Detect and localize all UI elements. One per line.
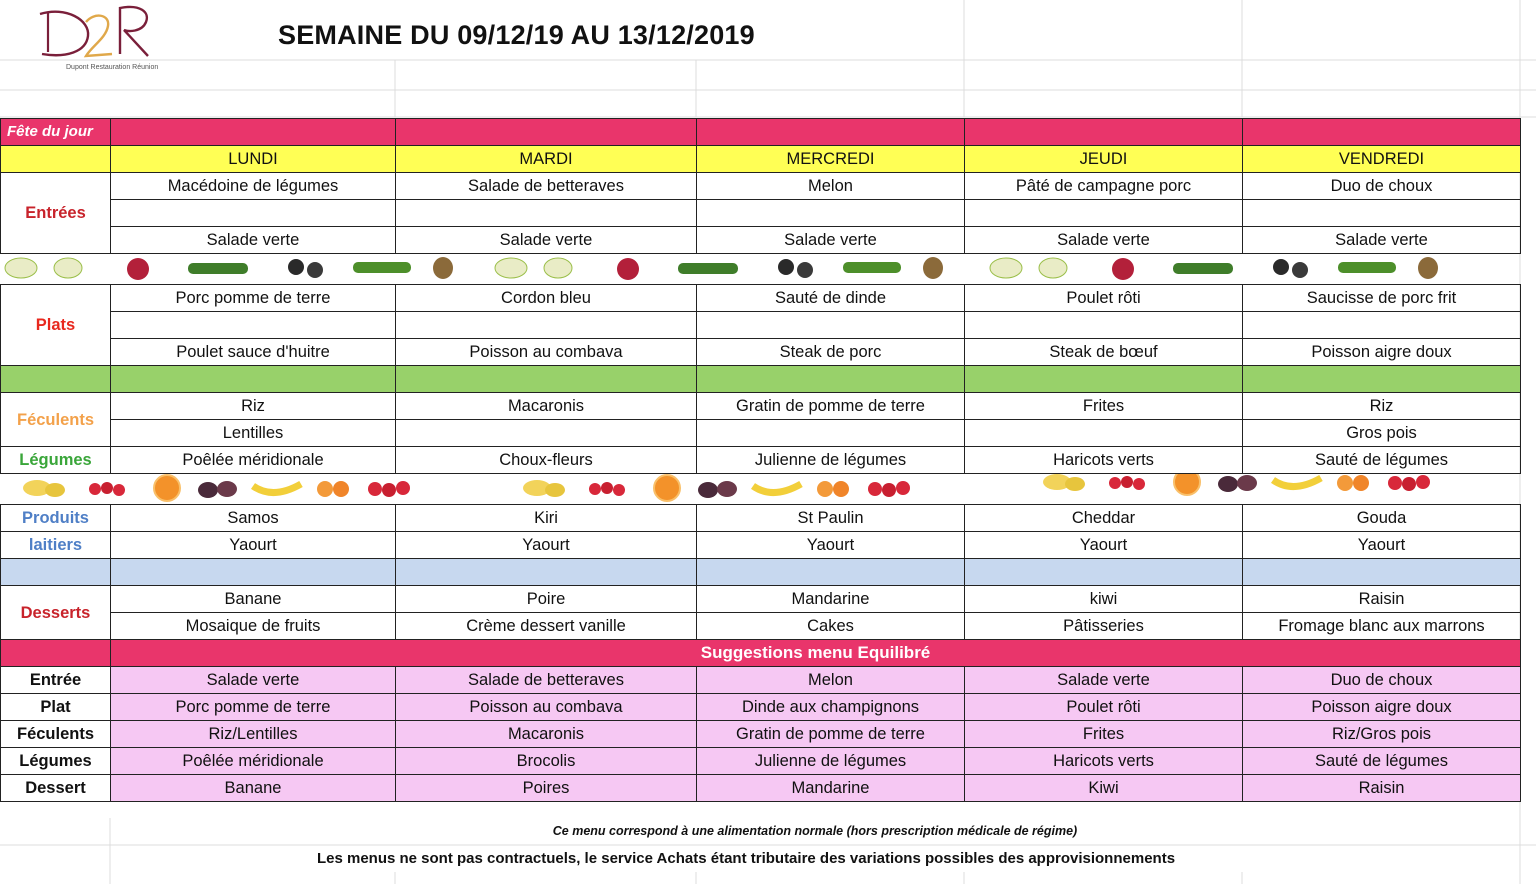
- menu-cell: Yaourt: [697, 532, 965, 559]
- menu-cell: Lentilles: [111, 420, 396, 447]
- menu-cell: [965, 200, 1243, 227]
- suggestion-cell: Sauté de légumes: [1243, 748, 1521, 775]
- suggestion-cell: Poisson au combava: [396, 694, 697, 721]
- suggestion-cell: Gratin de pomme de terre: [697, 721, 965, 748]
- fete-label: Fête du jour: [1, 119, 111, 146]
- fruits-strip: [3, 474, 1519, 504]
- band-cell: [1, 559, 111, 586]
- fete-cell: [697, 119, 965, 146]
- entrees-row: [1, 227, 1521, 254]
- menu-cell: Sauté de dinde: [697, 285, 965, 312]
- blue-band-row: [1, 559, 1521, 586]
- suggestion-cell: Banane: [111, 775, 396, 802]
- suggestion-cell: Salade de betteraves: [396, 667, 697, 694]
- suggestion-label: Légumes: [1, 748, 111, 775]
- menu-cell: Salade verte: [396, 227, 697, 254]
- suggestion-cell: Raisin: [1243, 775, 1521, 802]
- menu-cell: Choux-fleurs: [396, 447, 697, 474]
- corner-cell: [1, 146, 111, 173]
- category-legumes: Légumes: [1, 447, 111, 474]
- day-header: JEUDI: [965, 146, 1243, 173]
- menu-cell: [396, 420, 697, 447]
- menu-cell: [697, 200, 965, 227]
- suggestion-cell: Mandarine: [697, 775, 965, 802]
- suggestion-cell: Frites: [965, 721, 1243, 748]
- vegetables-image: [1, 254, 1521, 285]
- fete-cell: [111, 119, 396, 146]
- plats-row: [1, 285, 1521, 312]
- suggestion-label: Dessert: [1, 775, 111, 802]
- menu-cell: [111, 312, 396, 339]
- suggestion-cell: Duo de choux: [1243, 667, 1521, 694]
- suggestion-label: Entrée: [1, 667, 111, 694]
- menu-cell: Poulet rôti: [965, 285, 1243, 312]
- menu-cell: [111, 200, 396, 227]
- menu-cell: Sauté de légumes: [1243, 447, 1521, 474]
- menu-cell: Mosaique de fruits: [111, 613, 396, 640]
- menu-cell: [396, 312, 697, 339]
- menu-cell: Poisson au combava: [396, 339, 697, 366]
- laitiers-row: [1, 505, 1521, 532]
- feculents-row: [1, 393, 1521, 420]
- suggestion-cell: Salade verte: [111, 667, 396, 694]
- menu-cell: Poêlée méridionale: [111, 447, 396, 474]
- vegetables-strip: [3, 254, 1519, 284]
- fete-cell: [396, 119, 697, 146]
- desserts-row: [1, 613, 1521, 640]
- laitiers-row: [1, 532, 1521, 559]
- category-desserts: Desserts: [1, 586, 111, 640]
- menu-cell: Macaronis: [396, 393, 697, 420]
- plats-row: [1, 312, 1521, 339]
- menu-cell: Haricots verts: [965, 447, 1243, 474]
- fete-du-jour-row: [1, 119, 1521, 146]
- menu-cell: [697, 420, 965, 447]
- menu-cell: [1243, 312, 1521, 339]
- day-header: MERCREDI: [697, 146, 965, 173]
- menu-cell: Yaourt: [1243, 532, 1521, 559]
- suggestion-cell: Riz/Lentilles: [111, 721, 396, 748]
- suggestion-cell: Macaronis: [396, 721, 697, 748]
- menu-cell: Poisson aigre doux: [1243, 339, 1521, 366]
- day-header: VENDREDI: [1243, 146, 1521, 173]
- suggestion-label: Féculents: [1, 721, 111, 748]
- fruits-image-row: [1, 474, 1521, 505]
- suggestions-title: Suggestions menu Equilibré: [111, 640, 1521, 667]
- menu-cell: Crème dessert vanille: [396, 613, 697, 640]
- menu-cell: [965, 420, 1243, 447]
- menu-cell: Mandarine: [697, 586, 965, 613]
- menu-cell: Kiri: [396, 505, 697, 532]
- menu-cell: Pâtisseries: [965, 613, 1243, 640]
- suggestion-row: [1, 721, 1521, 748]
- day-header: MARDI: [396, 146, 697, 173]
- disclaimer: Les menus ne sont pas contractuels, le service Achats étant tributaire des variations possibles des approvisionnements: [316, 850, 1176, 867]
- menu-cell: Riz: [1243, 393, 1521, 420]
- band-cell: [1243, 366, 1521, 393]
- menu-cell: Salade verte: [1243, 227, 1521, 254]
- menu-cell: Cordon bleu: [396, 285, 697, 312]
- band-cell: [965, 559, 1243, 586]
- suggestion-cell: Haricots verts: [965, 748, 1243, 775]
- menu-cell: Yaourt: [396, 532, 697, 559]
- band-cell: [965, 366, 1243, 393]
- legumes-row: [1, 447, 1521, 474]
- menu-cell: Fromage blanc aux marrons: [1243, 613, 1521, 640]
- menu-cell: Macédoine de légumes: [111, 173, 396, 200]
- menu-cell: Duo de choux: [1243, 173, 1521, 200]
- menu-cell: Salade verte: [965, 227, 1243, 254]
- band-cell: [1243, 559, 1521, 586]
- menu-cell: Julienne de légumes: [697, 447, 965, 474]
- band-cell: [1, 366, 111, 393]
- menu-cell: Gratin de pomme de terre: [697, 393, 965, 420]
- menu-cell: Salade de betteraves: [396, 173, 697, 200]
- band-cell: [111, 559, 396, 586]
- menu-cell: Yaourt: [111, 532, 396, 559]
- band-cell: [396, 366, 697, 393]
- suggestion-label: Plat: [1, 694, 111, 721]
- menu-cell: Frites: [965, 393, 1243, 420]
- menu-cell: Gouda: [1243, 505, 1521, 532]
- menu-cell: Pâté de campagne porc: [965, 173, 1243, 200]
- menu-cell: [965, 312, 1243, 339]
- menu-cell: Steak de porc: [697, 339, 965, 366]
- green-band-row: [1, 366, 1521, 393]
- suggestion-cell: Porc pomme de terre: [111, 694, 396, 721]
- band-cell: [697, 366, 965, 393]
- menu-cell: Steak de bœuf: [965, 339, 1243, 366]
- suggestion-cell: Salade verte: [965, 667, 1243, 694]
- category-entrees: Entrées: [1, 173, 111, 254]
- suggestion-cell: Riz/Gros pois: [1243, 721, 1521, 748]
- weekly-menu-table: [0, 118, 1521, 802]
- band-cell: [396, 559, 697, 586]
- fruits-image: [1, 474, 1521, 505]
- suggestion-cell: Brocolis: [396, 748, 697, 775]
- menu-note: Ce menu correspond à une alimentation normale (hors prescription médicale de régime): [552, 824, 1078, 838]
- category-produits: Produits: [1, 505, 111, 532]
- menu-cell: Poire: [396, 586, 697, 613]
- entrees-row: [1, 173, 1521, 200]
- menu-cell: Salade verte: [111, 227, 396, 254]
- logo-subtitle: Dupont Restauration Réunion: [66, 64, 159, 71]
- menu-cell: Samos: [111, 505, 396, 532]
- suggestion-cell: Melon: [697, 667, 965, 694]
- menu-cell: Salade verte: [697, 227, 965, 254]
- feculents-row: [1, 420, 1521, 447]
- menu-cell: Gros pois: [1243, 420, 1521, 447]
- day-header: LUNDI: [111, 146, 396, 173]
- category-feculents: Féculents: [1, 393, 111, 447]
- menu-cell: [697, 312, 965, 339]
- desserts-row: [1, 586, 1521, 613]
- menu-cell: Poulet sauce d'huitre: [111, 339, 396, 366]
- menu-cell: Yaourt: [965, 532, 1243, 559]
- entrees-row: [1, 200, 1521, 227]
- menu-cell: Cakes: [697, 613, 965, 640]
- menu-cell: Riz: [111, 393, 396, 420]
- category-laitiers: laitiers: [1, 532, 111, 559]
- fete-cell: [965, 119, 1243, 146]
- vegetables-image-row: [1, 254, 1521, 285]
- suggestion-cell: Kiwi: [965, 775, 1243, 802]
- menu-cell: Banane: [111, 586, 396, 613]
- page-title: SEMAINE DU 09/12/19 AU 13/12/2019: [278, 20, 755, 50]
- suggestion-row: [1, 748, 1521, 775]
- suggestion-cell: Poisson aigre doux: [1243, 694, 1521, 721]
- suggestion-cell: Poêlée méridionale: [111, 748, 396, 775]
- menu-cell: Melon: [697, 173, 965, 200]
- suggestion-row: [1, 694, 1521, 721]
- band-cell: [111, 366, 396, 393]
- menu-cell: St Paulin: [697, 505, 965, 532]
- menu-cell: kiwi: [965, 586, 1243, 613]
- suggestions-header-row: [1, 640, 1521, 667]
- category-plats: Plats: [1, 285, 111, 366]
- days-row: [1, 146, 1521, 173]
- suggestion-cell: Dinde aux champignons: [697, 694, 965, 721]
- suggestion-row: [1, 775, 1521, 802]
- menu-cell: Raisin: [1243, 586, 1521, 613]
- menu-cell: [396, 200, 697, 227]
- suggestion-cell: Julienne de légumes: [697, 748, 965, 775]
- suggestion-row: [1, 667, 1521, 694]
- plats-row: [1, 339, 1521, 366]
- suggestions-corner: [1, 640, 111, 667]
- menu-cell: [1243, 200, 1521, 227]
- fete-cell: [1243, 119, 1521, 146]
- suggestion-cell: Poires: [396, 775, 697, 802]
- menu-cell: Saucisse de porc frit: [1243, 285, 1521, 312]
- menu-cell: Porc pomme de terre: [111, 285, 396, 312]
- menu-cell: Cheddar: [965, 505, 1243, 532]
- band-cell: [697, 559, 965, 586]
- suggestion-cell: Poulet rôti: [965, 694, 1243, 721]
